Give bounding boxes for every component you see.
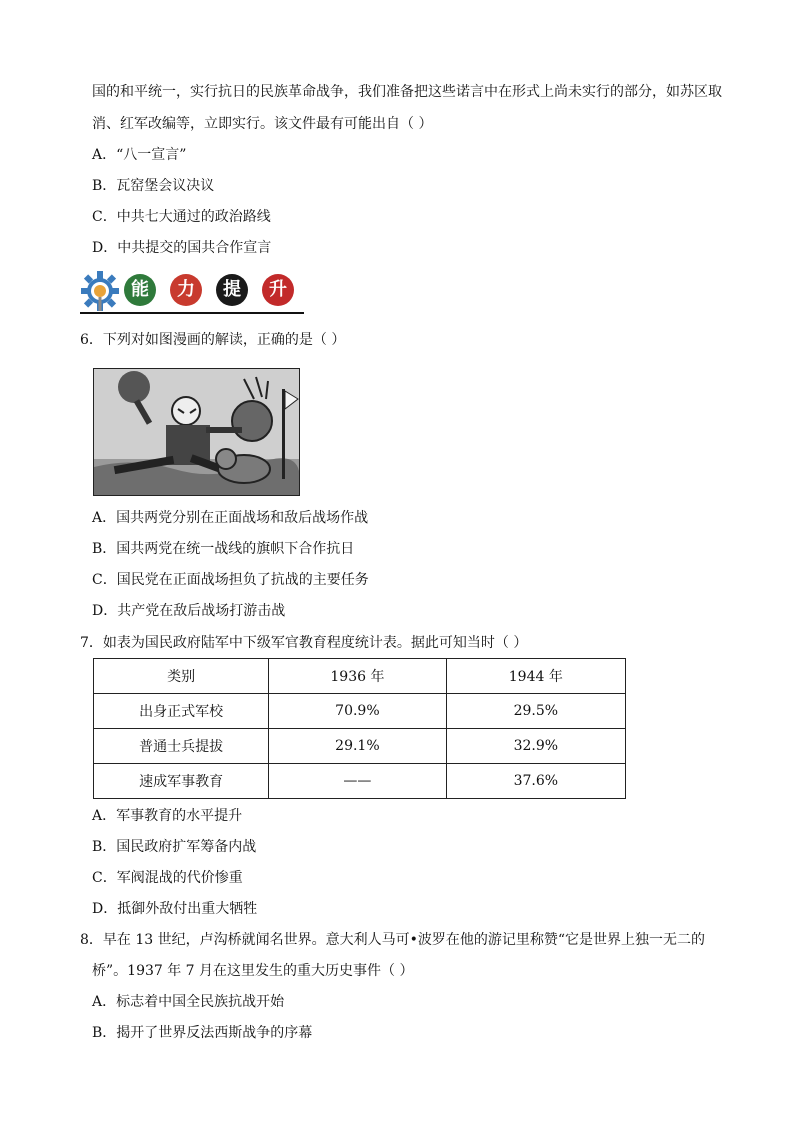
q6-option-b: B．国共两党在统一战线的旗帜下合作抗日	[92, 541, 355, 557]
banner-char-ti: 提	[216, 274, 248, 306]
q5-option-c: C．中共七大通过的政治路线	[92, 209, 271, 225]
table-cell: 出身正式军校	[94, 694, 269, 729]
cartoon-illustration	[94, 369, 299, 495]
table-cell: 普通士兵提拔	[94, 729, 269, 764]
q7-option-c: C．军阀混战的代价惨重	[92, 870, 243, 886]
ability-banner	[80, 268, 304, 316]
table-row	[94, 694, 626, 729]
q8-option-a: A．标志着中国全民族抗战开始	[92, 994, 285, 1010]
q8-stem-line1: 8．早在 13 世纪，卢沟桥就闻名世界。意大利人马可•波罗在他的游记里称赞“它是世界上独一无二的	[80, 932, 706, 948]
banner-char-neng: 能	[124, 274, 156, 306]
table-cell: ——	[269, 764, 446, 799]
table-row	[94, 764, 626, 799]
q6-stem: 6．下列对如图漫画的解读，正确的是（ ）	[80, 332, 346, 348]
q5-option-a: A．“八一宣言”	[92, 147, 187, 163]
banner-char-sheng: 升	[262, 274, 294, 306]
q6-option-d: D．共产党在敌后战场打游击战	[92, 603, 286, 619]
q7-option-d: D．抵御外敌付出重大牺牲	[92, 901, 258, 917]
q8-stem-line2: 桥”。1937 年 7 月在这里发生的重大历史事件（ ）	[92, 963, 414, 979]
q7-stem: 7．如表为国民政府陆军中下级军官教育程度统计表。据此可知当时（ ）	[80, 635, 528, 651]
table-cell: 速成军事教育	[94, 764, 269, 799]
cartoon-image	[93, 368, 300, 496]
q6-option-a: A．国共两党分别在正面战场和敌后战场作战	[92, 510, 369, 526]
table-header-1944: 1944 年	[446, 659, 625, 694]
table-header-row	[94, 659, 626, 694]
q5-stem-line2: 消、红军改编等，立即实行。该文件最有可能出自（ ）	[92, 116, 433, 132]
q7-option-b: B．国民政府扩军筹备内战	[92, 839, 257, 855]
table-cell: 37.6%	[446, 764, 625, 799]
table-row	[94, 729, 626, 764]
banner-char-li: 力	[170, 274, 202, 306]
officer-education-table	[93, 658, 626, 799]
gear-icon	[80, 270, 120, 312]
q8-option-b: B．揭开了世界反法西斯战争的序幕	[92, 1025, 313, 1041]
q7-option-a: A．军事教育的水平提升	[92, 808, 243, 824]
table-cell: 29.1%	[269, 729, 446, 764]
table-header-1936: 1936 年	[269, 659, 446, 694]
table-cell: 29.5%	[446, 694, 625, 729]
table-header-category: 类别	[94, 659, 269, 694]
banner-underline	[80, 312, 304, 314]
q6-option-c: C．国民党在正面战场担负了抗战的主要任务	[92, 572, 369, 588]
table-cell: 70.9%	[269, 694, 446, 729]
q5-stem-line1: 国的和平统一，实行抗日的民族革命战争，我们准备把这些诺言中在形式上尚未实行的部分，如苏区取	[92, 84, 722, 100]
q5-option-d: D．中共提交的国共合作宣言	[92, 240, 272, 256]
table-cell: 32.9%	[446, 729, 625, 764]
q5-option-b: B．瓦窑堡会议决议	[92, 178, 215, 194]
